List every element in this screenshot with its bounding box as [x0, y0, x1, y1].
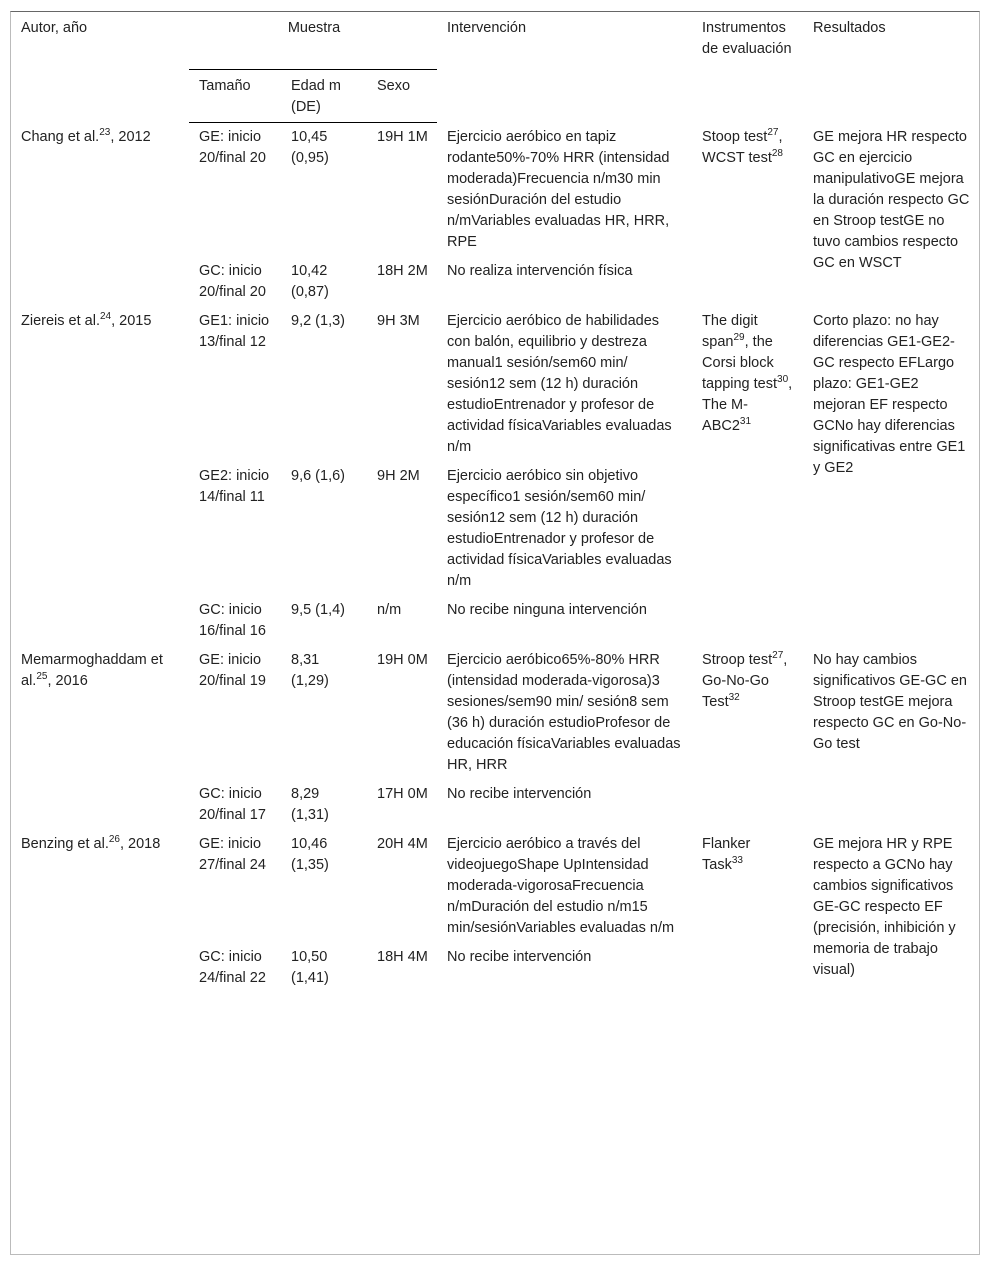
author-reference[interactable]: 26 — [108, 833, 120, 845]
cell-sex: 18H 2M — [377, 262, 428, 279]
cell-size: GC: inicio 24/final 22 — [199, 948, 266, 986]
cell-size: GE: inicio 27/final 24 — [199, 835, 266, 873]
cell-sex: 19H 0M — [377, 651, 428, 668]
cell-size: GC: inicio 16/final 16 — [199, 601, 266, 639]
instrument-reference[interactable]: 28 — [771, 147, 783, 159]
instrument-name: Stroop test — [702, 651, 773, 668]
instrument-name: The M-ABC2 — [702, 396, 748, 434]
cell-size: GC: inicio 20/final 17 — [199, 785, 266, 823]
instrument-name: the Corsi block tapping test — [702, 333, 778, 392]
cell-results: Corto plazo: no hay diferencias GE1-GE2-GC respecto EFLargo plazo: GE1-GE2 mejoran EF respecto GCNo hay diferencias significativas entre GE1 y GE2 — [813, 312, 966, 476]
cell-intervention: No recibe intervención — [447, 948, 592, 965]
cell-age: 8,29 (1,31) — [291, 785, 329, 823]
author-year: , 2015 — [111, 312, 152, 329]
cell-sex: 18H 4M — [377, 948, 428, 965]
instrument-name: The digit span — [702, 312, 758, 350]
instrument-reference[interactable]: 27 — [767, 126, 779, 138]
instrument-name: Stoop test — [702, 128, 768, 145]
cell-author — [11, 830, 189, 993]
instrument-reference[interactable]: 30 — [777, 373, 789, 385]
cell-instruments — [692, 123, 803, 307]
cell-author — [11, 307, 189, 646]
instrument-name: WCST test — [702, 149, 772, 166]
cell-results: GE mejora HR y RPE respecto a GCNo hay cambios significativos GE-GC respecto EF (precisión, inhibición y memoria de trabajo visual) — [813, 835, 956, 978]
cell-size: GC: inicio 20/final 20 — [199, 262, 266, 300]
cell-author — [11, 123, 189, 307]
cell-age: 8,31 (1,29) — [291, 651, 329, 689]
cell-age: 9,5 (1,4) — [291, 601, 345, 618]
author-reference[interactable]: 23 — [99, 126, 111, 138]
cell-age: 10,46 (1,35) — [291, 835, 329, 873]
instrument-separator: , — [783, 651, 788, 668]
table-body — [11, 123, 979, 993]
cell-age: 10,50 (1,41) — [291, 948, 329, 986]
cell-intervention: No recibe intervención — [447, 785, 592, 802]
cell-age: 9,6 (1,6) — [291, 467, 345, 484]
header-sample: Muestra — [189, 12, 437, 70]
header-sex: Sexo — [367, 70, 437, 123]
table-row — [11, 646, 979, 780]
instrument-name: Go-No-Go Test — [702, 672, 769, 710]
cell-author — [11, 646, 189, 830]
cell-intervention: Ejercicio aeróbico de habilidades con balón, equilibrio y destreza manual1 sesión/sem60 min/ sesión12 sem (12 h) duración estudioEntrenador y profesor de actividad físicaVariables evaluadas n/m — [447, 312, 672, 455]
author-year: , 2016 — [47, 672, 88, 689]
header-intervention: Intervención — [447, 20, 527, 36]
cell-sex: 20H 4M — [377, 835, 428, 852]
cell-intervention: No realiza intervención física — [447, 262, 633, 279]
author-name: Benzing et al. — [21, 835, 109, 852]
table-row — [11, 830, 979, 943]
table-row — [11, 123, 979, 257]
header-size: Tamaño — [189, 70, 281, 123]
instrument-reference[interactable]: 31 — [739, 415, 752, 427]
cell-intervention: Ejercicio aeróbico sin objetivo específico1 sesión/sem60 min/ sesión12 sem (12 h) duración estudioEntrenador y profesor de actividad físicaVariables evaluadas n/m — [447, 467, 672, 589]
cell-intervention: No recibe ninguna intervención — [447, 601, 647, 618]
author-name: Ziereis et al. — [21, 312, 100, 329]
author-year: , 2012 — [110, 128, 151, 145]
cell-size: GE1: inicio 13/final 12 — [199, 312, 270, 350]
author-year: , 2018 — [120, 835, 161, 852]
instrument-separator: , — [744, 333, 753, 350]
cell-sex: 9H 3M — [377, 312, 420, 329]
cell-size: GE: inicio 20/final 19 — [199, 651, 266, 689]
cell-instruments — [692, 307, 803, 646]
header-instruments: Instrumentos de evaluación — [702, 20, 792, 57]
header-results: Resultados — [813, 20, 886, 36]
author-reference[interactable]: 25 — [36, 670, 48, 682]
instrument-separator: , — [778, 128, 783, 145]
instrument-reference[interactable]: 32 — [728, 691, 740, 703]
cell-intervention: Ejercicio aeróbico65%-80% HRR (intensidad moderada-vigorosa)3 sesiones/sem90 min/ sesión8 sem (36 h) duración estudioProfesor de educación físicaVariables evaluadas HR, HRR — [447, 651, 681, 773]
author-name: Chang et al. — [21, 128, 100, 145]
instrument-name: Flanker Task — [702, 835, 751, 873]
instrument-reference[interactable]: 29 — [733, 331, 745, 343]
instrument-separator: , — [788, 375, 793, 392]
studies-table-frame — [10, 11, 980, 1255]
author-reference[interactable]: 24 — [99, 310, 112, 322]
cell-instruments — [692, 830, 803, 993]
cell-sex: n/m — [377, 601, 402, 618]
header-author: Autor, año — [21, 20, 88, 36]
header-age: Edad m (DE) — [281, 70, 367, 123]
cell-sex: 17H 0M — [377, 785, 428, 802]
instrument-reference[interactable]: 33 — [731, 854, 743, 866]
cell-size: GE2: inicio 14/final 11 — [199, 467, 270, 505]
table-row — [11, 307, 979, 462]
studies-table — [11, 12, 979, 993]
cell-intervention: Ejercicio aeróbico a través del videojuegoShape UpIntensidad moderada-vigorosaFrecuencia n/mDuración del estudio n/m15 min/sesiónVariables evaluadas n/m — [447, 835, 675, 936]
cell-age: 10,42 (0,87) — [291, 262, 329, 300]
cell-sex: 9H 2M — [377, 467, 420, 484]
cell-sex: 19H 1M — [377, 129, 428, 145]
instrument-reference[interactable]: 27 — [772, 649, 784, 661]
cell-size: GE: inicio 20/final 20 — [199, 129, 266, 166]
cell-intervention: Ejercicio aeróbico en tapiz rodante50%-70% HRR (intensidad moderada)Frecuencia n/m30 min sesiónDuración del estudio n/mVariables evaluadas HR, HRR, RPE — [447, 128, 670, 250]
author-name: Memarmoghaddam et al. — [21, 651, 163, 689]
cell-instruments — [692, 646, 803, 830]
cell-age: 10,45 (0,95) — [291, 129, 329, 166]
cell-results: No hay cambios significativos GE-GC en Stroop testGE mejora respecto GC en Go-No-Go test — [813, 651, 967, 752]
cell-results: GE mejora HR respecto GC en ejercicio manipulativoGE mejora la duración respecto GC en Stroop testGE no tuvo cambios respecto GC en WSCT — [813, 128, 970, 271]
cell-age: 9,2 (1,3) — [291, 312, 345, 329]
